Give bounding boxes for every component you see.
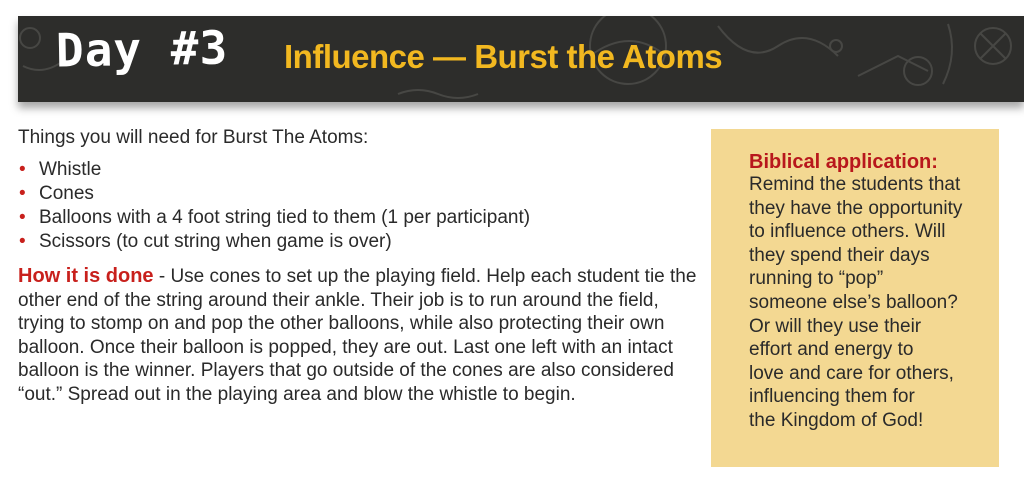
biblical-application-box [711,129,999,467]
sidebar-line: Or will they use their [749,315,922,337]
bullet-icon: • [19,207,26,228]
list-item-text: Scissors (to cut string when game is over) [39,231,392,252]
banner-title: Influence — Burst the Atoms [284,38,723,75]
bullet-icon: • [19,159,26,180]
sidebar-heading: Biblical application: [749,151,938,173]
sidebar-line: influencing them for [749,386,915,408]
sidebar-line: effort and energy to [749,339,914,361]
main-content [18,126,708,425]
sidebar-line: they spend their days [749,244,930,266]
list-item [18,182,708,206]
list-item [18,158,708,182]
supplies-intro: Things you will need for Burst The Atoms: [18,127,369,148]
sidebar-line: they have the opportunity [749,197,963,219]
sidebar-line: the Kingdom of God! [749,409,924,431]
howto-paragraph [18,265,708,406]
list-item [18,230,708,254]
bullet-icon: • [19,183,26,204]
list-item-text: Cones [39,183,94,204]
supplies-list [18,158,708,254]
day-label: Day #3 [55,20,229,78]
sidebar-line: Remind the students that [749,174,961,195]
bullet-icon: • [19,231,26,252]
header-banner [18,16,1024,102]
sidebar-line: running to “pop” [749,268,884,290]
sidebar-line: someone else’s balloon? [749,291,958,313]
list-item-text: Whistle [39,159,102,180]
sidebar-line: to influence others. Will [749,221,946,243]
list-item [18,206,708,230]
howto-label: How it is done [18,265,154,287]
howto-text: - Use cones to set up the playing field. Help each student tie the other end of the string around their ankle. Their job is to run around the field, trying to stomp on and pop the other balloons, while also protecting their own balloon. Once their balloon is popped, they are out. Last one left with an intact balloon is the winner. Players that go outside of the cones are also considered “out.” Spread out in the playing area and blow the whistle to begin. [18,266,697,405]
list-item-text: Balloons with a 4 foot string tied to them (1 per participant) [39,207,531,228]
sidebar-line: love and care for others, [749,362,954,384]
